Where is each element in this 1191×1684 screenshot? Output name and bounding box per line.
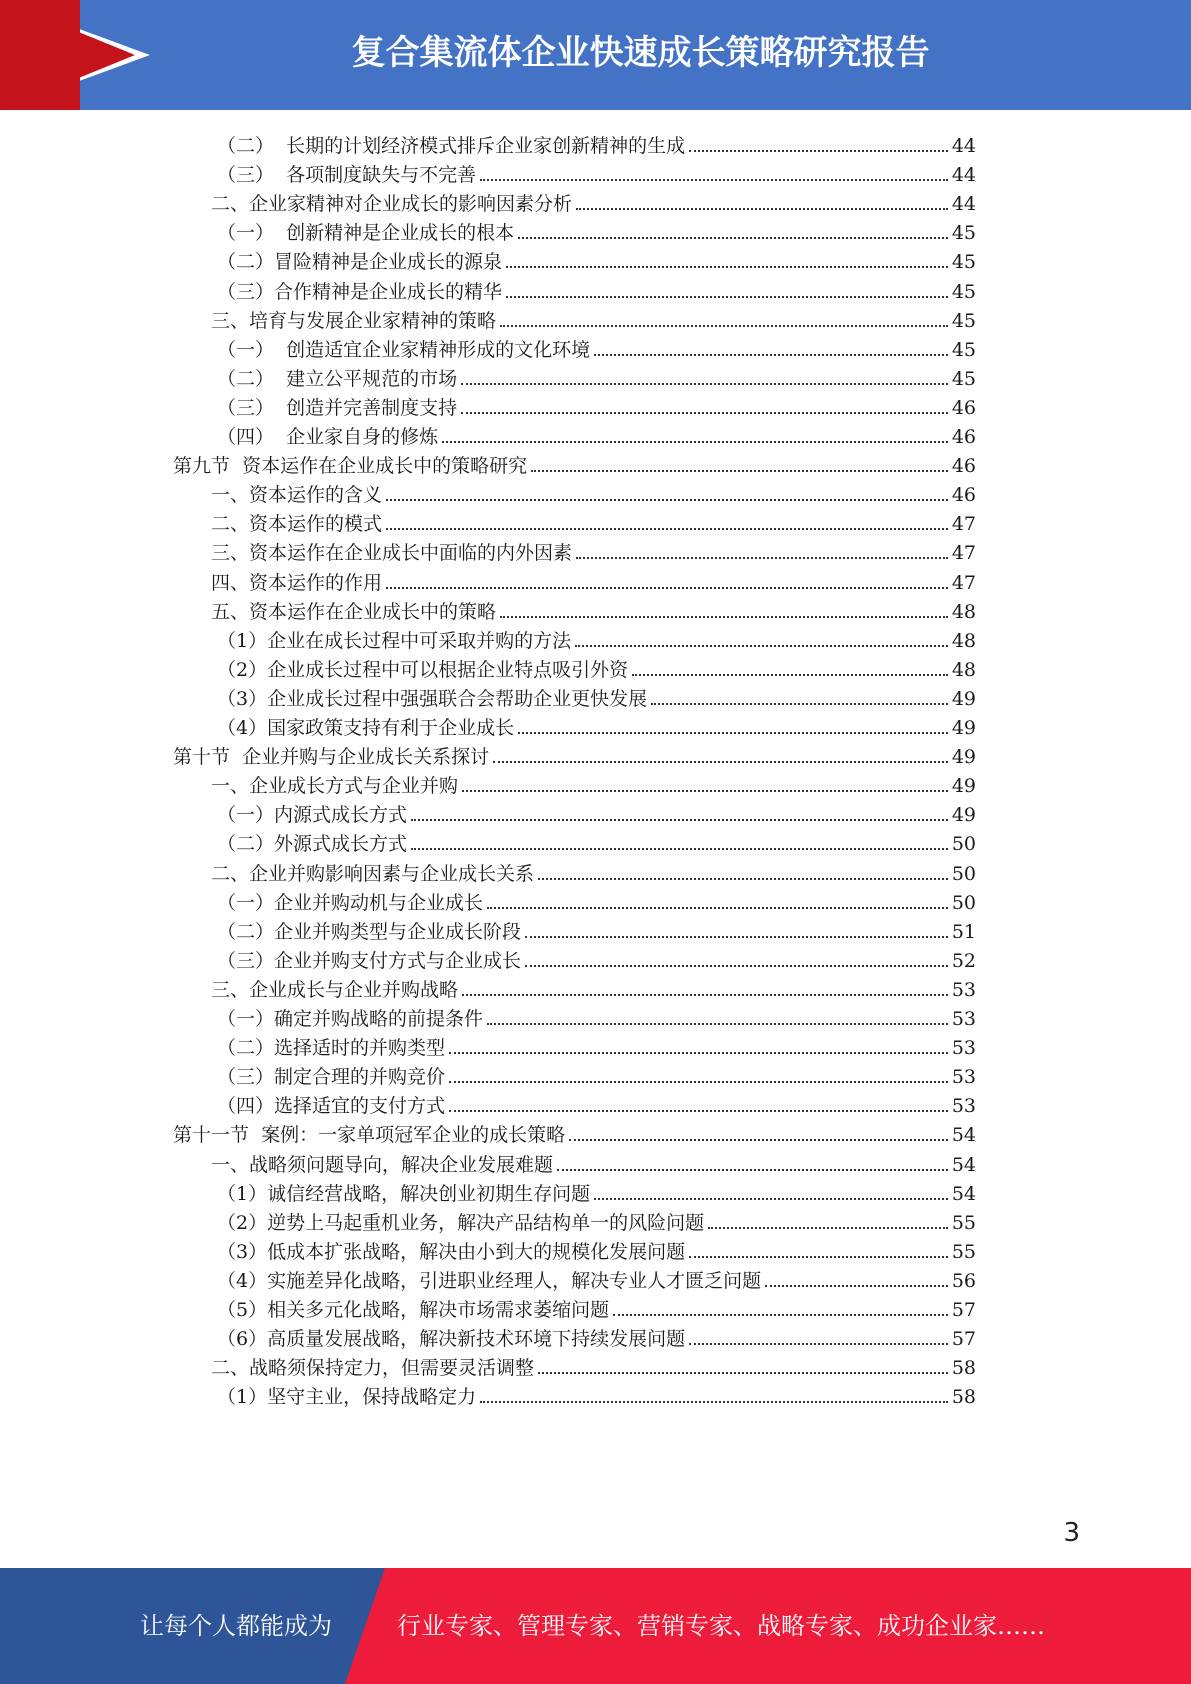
- toc-entry-page: 53: [951, 1095, 976, 1118]
- toc-leader-dots: [506, 295, 948, 298]
- toc-entry-page: 53: [951, 1008, 976, 1030]
- toc-entry[interactable]: [217, 1320, 976, 1351]
- toc-entry-page: 44: [951, 164, 976, 187]
- toc-entry[interactable]: [217, 1058, 976, 1089]
- page-number: 3: [1063, 1518, 1080, 1548]
- toc-leader-dots: [462, 993, 948, 996]
- toc-leader-dots: [386, 498, 948, 501]
- toc-leader-dots: [449, 1051, 948, 1054]
- toc-entry-label: 一、企业成长方式与企业并购: [211, 775, 459, 798]
- toc-leader-dots: [449, 1080, 948, 1083]
- toc-entry[interactable]: [217, 1175, 976, 1206]
- toc-entry-page: 48: [951, 629, 976, 652]
- toc-entry-page: 53: [951, 978, 976, 1001]
- toc-leader-dots: [594, 1197, 948, 1200]
- toc-leader-dots: [576, 207, 948, 210]
- toc-leader-dots: [506, 265, 948, 268]
- toc-entry-page: 50: [951, 862, 976, 885]
- toc-entry-label: （二） 长期的计划经济模式排斥企业家创新精神的生成: [217, 135, 686, 157]
- toc-entry-page: 45: [951, 367, 976, 390]
- toc-entry-label: 四、资本运作的作用: [211, 571, 383, 594]
- toc-entry-label: 第十一节 案例：一家单项冠军企业的成长策略: [173, 1124, 566, 1147]
- toc-entry-label: （三）合作精神是企业成长的精华: [217, 280, 503, 303]
- toc-entry[interactable]: [217, 127, 976, 158]
- toc-entry-label: 二、资本运作的模式: [211, 513, 383, 536]
- toc-entry-label: 二、企业并购影响因素与企业成长关系: [211, 862, 535, 885]
- toc-entry[interactable]: [217, 1378, 976, 1409]
- toc-entry-page: 45: [951, 338, 976, 361]
- header-arrow-red: [0, 0, 135, 110]
- toc-leader-dots: [500, 615, 948, 618]
- toc-entry[interactable]: [217, 913, 976, 944]
- toc-leader-dots: [525, 935, 948, 938]
- toc-entry[interactable]: [211, 971, 976, 1002]
- toc-entry-page: 53: [951, 1066, 976, 1089]
- toc-entry-label: （二）企业并购类型与企业成长阶段: [217, 920, 522, 943]
- toc-leader-dots: [386, 586, 948, 589]
- toc-entry-label: 三、培育与发展企业家精神的策略: [211, 309, 497, 332]
- toc-leader-dots: [765, 1284, 948, 1287]
- toc-entry-page: 54: [951, 1124, 976, 1147]
- toc-leader-dots: [493, 760, 948, 763]
- toc-entry-page: 47: [951, 571, 976, 594]
- toc-entry-page: 55: [951, 1240, 976, 1263]
- toc-entry[interactable]: [217, 709, 976, 740]
- toc-leader-dots: [651, 702, 948, 705]
- toc-entry-page: 45: [951, 309, 976, 332]
- toc-entry[interactable]: [217, 1087, 976, 1118]
- toc-entry[interactable]: [217, 884, 976, 915]
- toc-entry-label: （2）逆势上马起重机业务，解决产品结构单一的风险问题: [217, 1211, 705, 1234]
- toc-entry-label: 三、资本运作在企业成长中面临的内外因素: [211, 542, 573, 565]
- toc-entry[interactable]: [217, 1233, 976, 1264]
- toc-entry-page: 47: [951, 542, 976, 565]
- toc-leader-dots: [575, 644, 948, 647]
- toc-entry[interactable]: [211, 534, 976, 565]
- header-banner: [0, 0, 1191, 110]
- footer-blue-slant: [345, 1568, 385, 1684]
- toc-entry-page: 46: [951, 426, 976, 448]
- toc-entry[interactable]: [217, 1262, 976, 1293]
- toc-entry[interactable]: [217, 1029, 976, 1060]
- toc-entry-label: 第九节 资本运作在企业成长中的策略研究: [173, 455, 528, 478]
- toc-leader-dots: [461, 382, 948, 385]
- toc-entry-page: 49: [951, 746, 976, 769]
- toc-entry-label: （一）企业并购动机与企业成长: [217, 891, 484, 914]
- toc-leader-dots: [689, 1342, 948, 1345]
- toc-leader-dots: [538, 1371, 948, 1374]
- footer-slogan-left: 让每个人都能成为: [140, 1612, 332, 1640]
- toc-leader-dots: [632, 673, 948, 676]
- toc-leader-dots: [461, 411, 948, 414]
- toc-entry-label: 三、企业成长与企业并购战略: [211, 978, 459, 1001]
- toc-entry[interactable]: [211, 593, 976, 624]
- toc-entry-label: 二、战略须保持定力，但需要灵活调整: [211, 1357, 535, 1380]
- toc-entry-label: （4）国家政策支持有利于企业成长: [217, 717, 515, 739]
- toc-entry-page: 58: [951, 1386, 976, 1409]
- toc-entry[interactable]: [211, 505, 976, 536]
- toc-entry-page: 54: [951, 1153, 976, 1176]
- toc-entry[interactable]: [217, 1291, 976, 1322]
- toc-entry[interactable]: [217, 273, 976, 304]
- toc-entry[interactable]: [217, 680, 976, 711]
- toc-entry-page: 48: [951, 600, 976, 623]
- toc-leader-dots: [576, 556, 948, 559]
- report-title: 复合集流体企业快速成长策略研究报告: [351, 33, 930, 73]
- toc-entry-label: （一） 创造适宜企业家精神形成的文化环境: [217, 338, 591, 361]
- toc-entry[interactable]: [217, 825, 976, 856]
- toc-entry[interactable]: [217, 418, 976, 449]
- toc-entry-label: （一）内源式成长方式: [217, 804, 408, 827]
- toc-entry[interactable]: [217, 651, 976, 682]
- toc-leader-dots: [689, 149, 948, 152]
- toc-entry-label: （二） 建立公平规范的市场: [217, 367, 458, 390]
- toc-leader-dots: [480, 178, 948, 181]
- toc-entry-page: 49: [951, 804, 976, 827]
- toc-entry-page: 46: [951, 484, 976, 507]
- toc-entry-label: （一） 创新精神是企业成长的根本: [217, 222, 515, 245]
- toc-entry-label: （4）实施差异化战略，引进职业经理人，解决专业人才匮乏问题: [217, 1269, 762, 1292]
- toc-entry-page: 57: [951, 1328, 976, 1351]
- toc-leader-dots: [689, 1255, 948, 1258]
- toc-entry-label: 一、资本运作的含义: [211, 484, 383, 507]
- toc-leader-dots: [708, 1226, 948, 1229]
- toc-entry[interactable]: [217, 156, 976, 187]
- footer-slogan-right: 行业专家、管理专家、营销专家、战略专家、成功企业家……: [397, 1612, 1045, 1640]
- toc-leader-dots: [386, 527, 948, 530]
- toc-entry-label: 二、企业家精神对企业成长的影响因素分析: [211, 193, 573, 216]
- toc-entry-page: 48: [951, 658, 976, 681]
- toc-entry-label: （三）企业并购支付方式与企业成长: [217, 949, 522, 972]
- toc-entry-page: 45: [951, 251, 976, 274]
- toc-entry-label: （四）选择适宜的支付方式: [217, 1095, 446, 1118]
- toc-leader-dots: [480, 1400, 948, 1403]
- toc-entry-label: （2）企业成长过程中可以根据企业特点吸引外资: [217, 658, 629, 681]
- toc-entry[interactable]: [173, 738, 976, 769]
- toc-leader-dots: [557, 1168, 948, 1171]
- toc-entry-label: （二）外源式成长方式: [217, 833, 408, 856]
- toc-entry[interactable]: [211, 1146, 976, 1177]
- toc-entry[interactable]: [217, 214, 976, 245]
- toc-entry-label: 第十节 企业并购与企业成长关系探讨: [173, 746, 490, 769]
- toc-leader-dots: [531, 469, 948, 472]
- toc-leader-dots: [411, 818, 948, 821]
- toc-entry[interactable]: [211, 302, 976, 333]
- toc-entry-page: 45: [951, 280, 976, 303]
- toc-leader-dots: [411, 847, 948, 850]
- toc-leader-dots: [613, 1313, 948, 1316]
- toc-entry[interactable]: [211, 767, 976, 798]
- toc-entry-label: （1）诚信经营战略，解决创业初期生存问题: [217, 1182, 591, 1205]
- toc-entry-page: 49: [951, 717, 976, 739]
- toc-entry-page: 47: [951, 513, 976, 536]
- toc-entry[interactable]: [173, 1116, 976, 1147]
- toc-entry-page: 55: [951, 1211, 976, 1234]
- toc-entry-label: （3）企业成长过程中强强联合会帮助企业更快发展: [217, 687, 648, 710]
- toc-entry[interactable]: [217, 942, 976, 973]
- toc-entry-page: 50: [951, 833, 976, 856]
- toc-entry-page: 54: [951, 1182, 976, 1205]
- toc-entry[interactable]: [217, 331, 976, 362]
- toc-entry[interactable]: [211, 185, 976, 216]
- toc-entry-page: 56: [951, 1269, 976, 1292]
- toc-entry-page: 52: [951, 949, 976, 972]
- toc-entry[interactable]: [211, 476, 976, 507]
- toc-entry-label: 一、战略须问题导向，解决企业发展难题: [211, 1153, 554, 1176]
- toc-entry-label: （一）确定并购战略的前提条件: [217, 1008, 484, 1030]
- toc-leader-dots: [538, 877, 948, 880]
- toc-leader-dots: [525, 964, 948, 967]
- toc-entry-label: 五、资本运作在企业成长中的策略: [211, 600, 497, 623]
- toc-leader-dots: [518, 236, 948, 239]
- toc-entry-label: （5）相关多元化战略，解决市场需求萎缩问题: [217, 1299, 610, 1321]
- toc-leader-dots: [442, 440, 948, 443]
- toc-entry[interactable]: [217, 1000, 976, 1031]
- toc-entry[interactable]: [217, 243, 976, 274]
- toc-entry[interactable]: [211, 564, 976, 595]
- toc-entry-label: （二）冒险精神是企业成长的源泉: [217, 251, 503, 274]
- toc-entry-label: （三）制定合理的并购竞价: [217, 1066, 446, 1089]
- toc-leader-dots: [487, 906, 948, 909]
- toc-entry-label: （三） 创造并完善制度支持: [217, 396, 458, 419]
- toc-entry-page: 49: [951, 775, 976, 798]
- toc-entry-page: 45: [951, 222, 976, 245]
- toc-leader-dots: [462, 789, 948, 792]
- toc-entry[interactable]: [217, 622, 976, 653]
- toc-leader-dots: [594, 353, 948, 356]
- toc-entry[interactable]: [211, 855, 976, 886]
- toc-entry-page: 53: [951, 1037, 976, 1060]
- toc-entry-page: 44: [951, 135, 976, 157]
- toc-entry-label: （1）坚守主业，保持战略定力: [217, 1386, 477, 1409]
- toc-entry[interactable]: [217, 796, 976, 827]
- toc-leader-dots: [500, 324, 948, 327]
- toc-entry[interactable]: [217, 360, 976, 391]
- toc-entry-label: （二）选择适时的并购类型: [217, 1037, 446, 1060]
- toc-entry-label: （3）低成本扩张战略，解决由小到大的规模化发展问题: [217, 1240, 686, 1263]
- toc-leader-dots: [487, 1022, 948, 1025]
- toc-entry-page: 51: [951, 920, 976, 943]
- toc-entry-label: （6）高质量发展战略，解决新技术环境下持续发展问题: [217, 1328, 686, 1351]
- toc-leader-dots: [569, 1138, 948, 1141]
- toc-entry[interactable]: [217, 1204, 976, 1235]
- toc-entry-page: 46: [951, 455, 976, 478]
- toc-entry-page: 46: [951, 396, 976, 419]
- toc-entry-page: 50: [951, 891, 976, 914]
- toc-entry-label: （1）企业在成长过程中可采取并购的方法: [217, 629, 572, 652]
- toc-leader-dots: [449, 1109, 948, 1112]
- toc-entry[interactable]: [217, 389, 976, 420]
- toc-entry-page: 44: [951, 193, 976, 216]
- toc-entry[interactable]: [173, 447, 976, 478]
- toc-entry-label: （四） 企业家自身的修炼: [217, 426, 439, 448]
- toc-leader-dots: [518, 731, 948, 734]
- toc-entry-page: 58: [951, 1357, 976, 1380]
- toc-entry-page: 49: [951, 687, 976, 710]
- toc-entry-page: 57: [951, 1299, 976, 1321]
- toc-entry[interactable]: [211, 1349, 976, 1380]
- toc-entry-label: （三） 各项制度缺失与不完善: [217, 164, 477, 187]
- footer-banner: [0, 1568, 1191, 1684]
